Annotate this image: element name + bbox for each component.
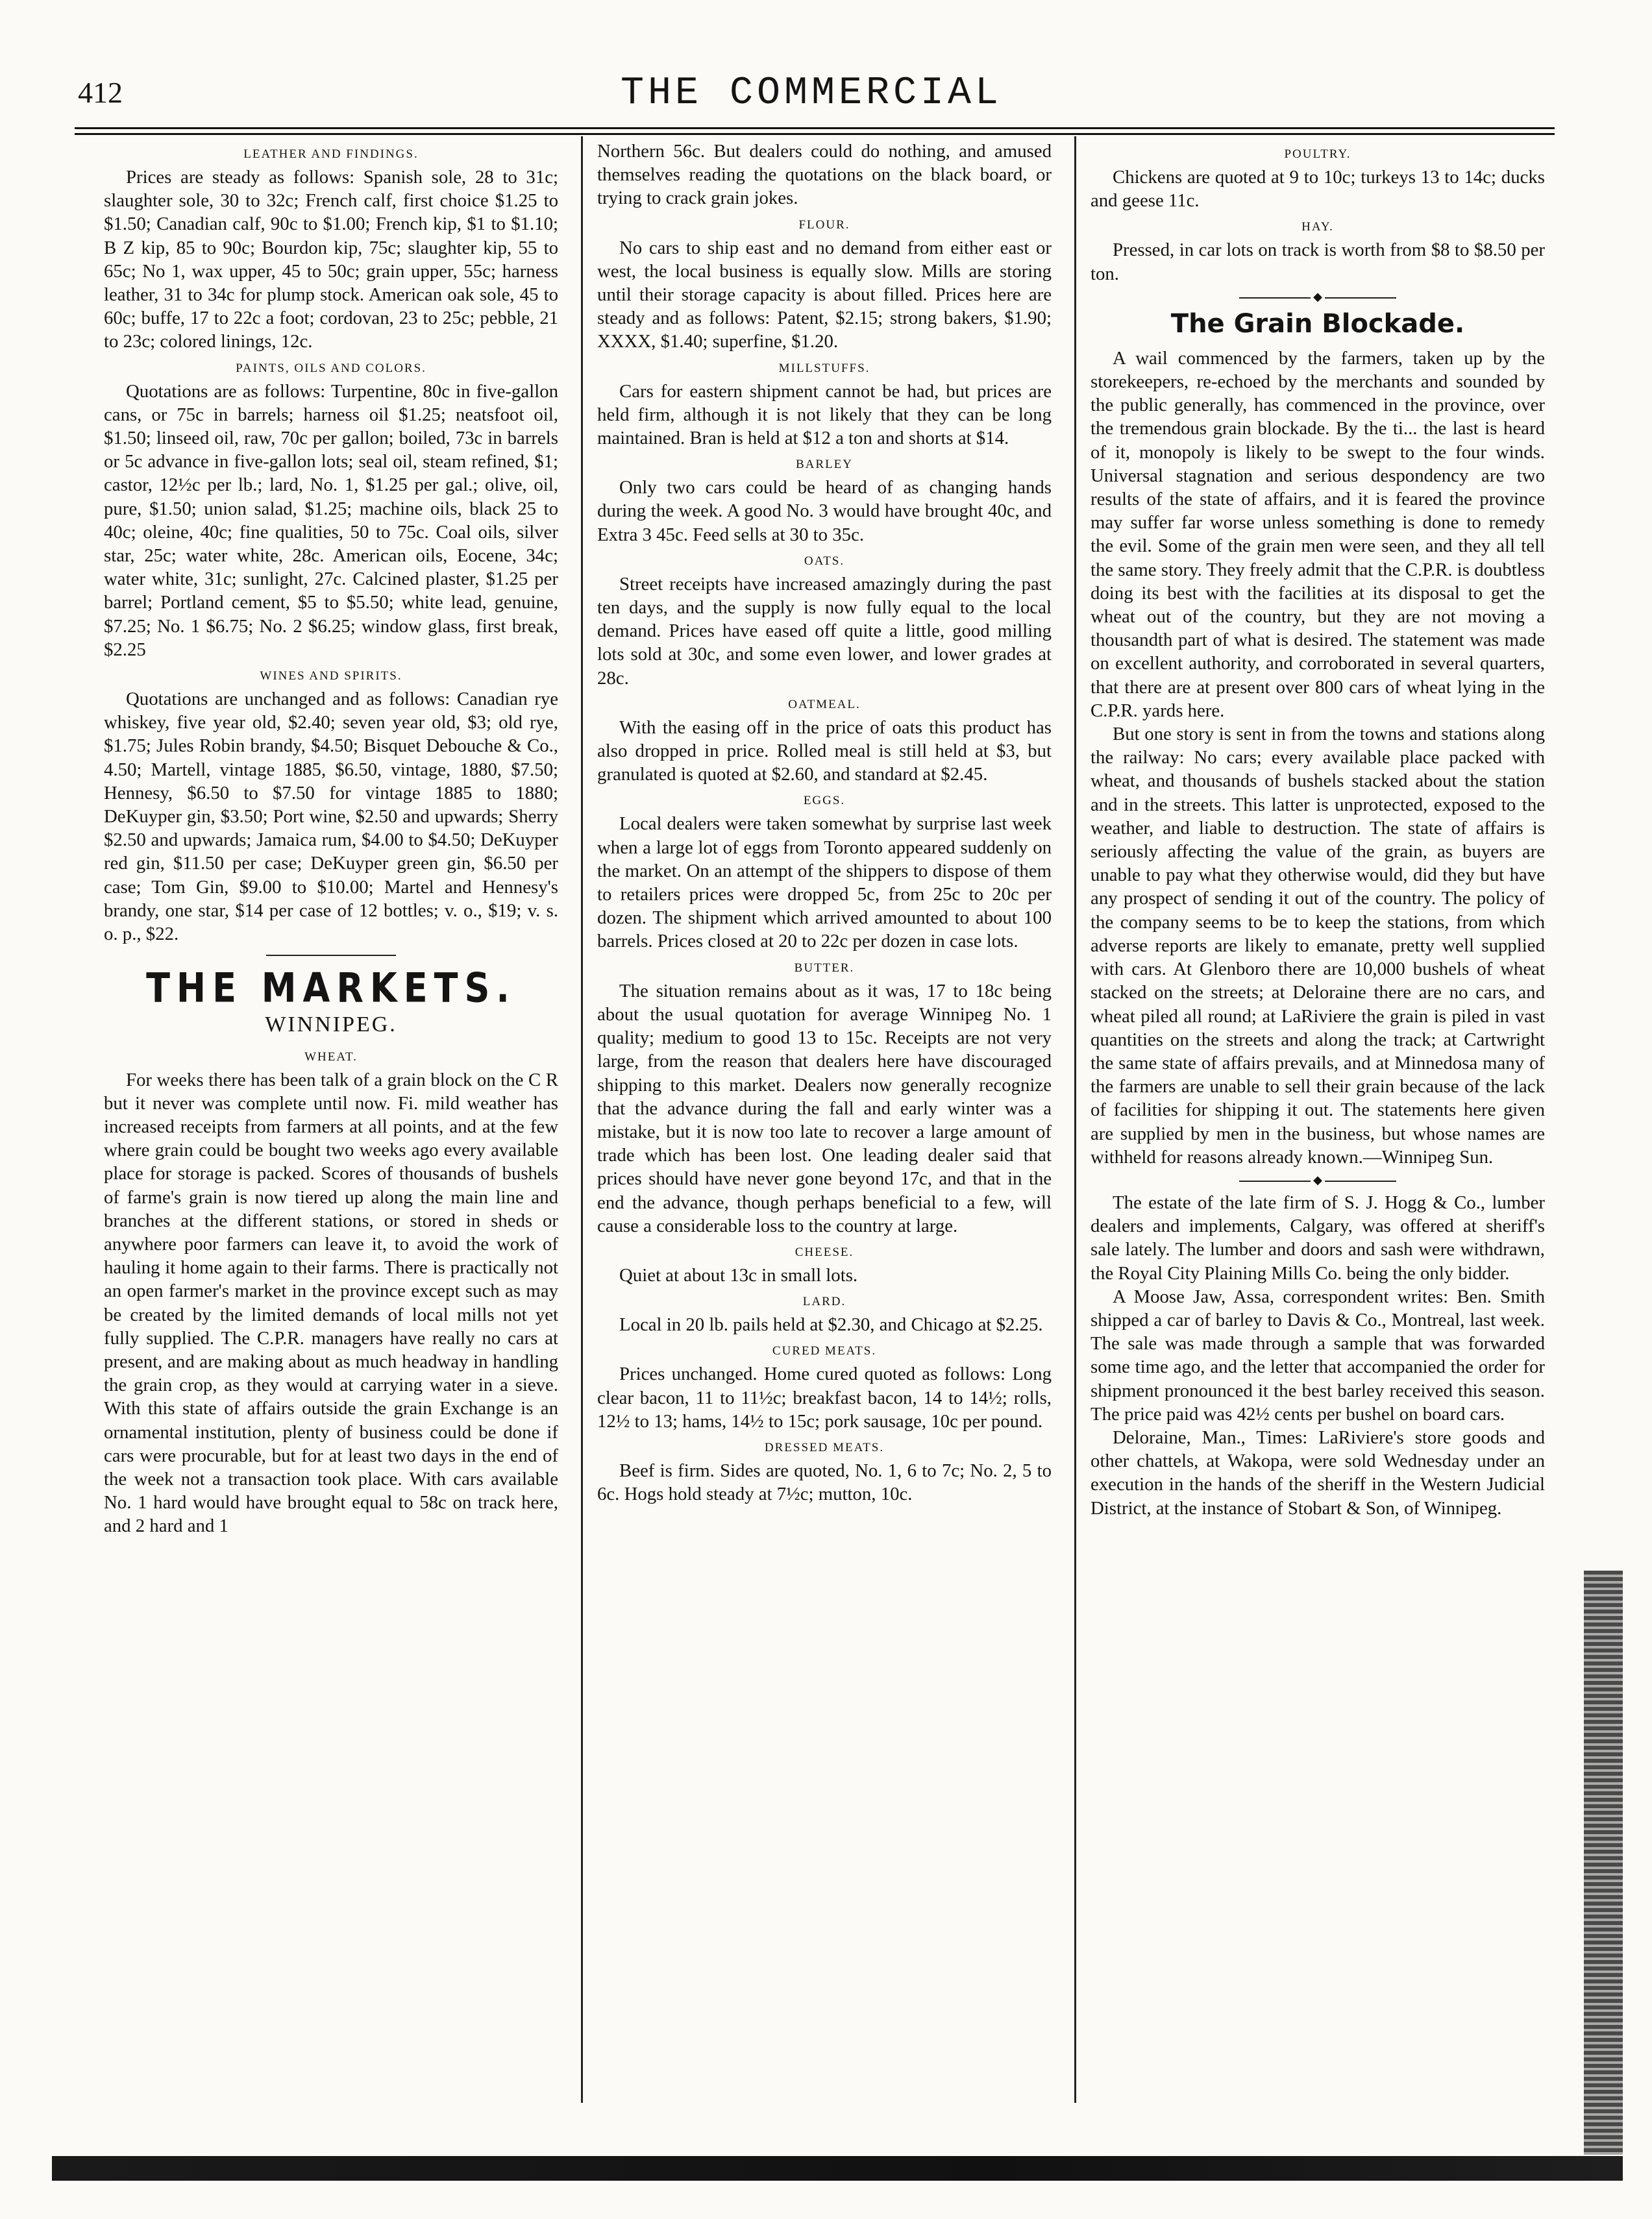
wheat-paragraph: For weeks there has been talk of a grain block on the C R but it never was complete until now. Fi. mild weather has increased receipts from farmers at all points, and at the few where grain could be bought two weeks ago every available place for storage is packed. Scores of thousands of bushels of farme's grain is now tiered up along the main line and branches at the different stations, or stored in sheds or anywhere poor farmers can leave it, to avoid the work of hauling it home again to their farms. There is practically not an open farmer's market in the province except such as may be created by the limited demands of local mills not yet fully supplied. The C.P.R. managers have really no cars at present, and are making about as much headway in handling the grain crop, as they would at carrying water in a sieve. With this state of affairs outside the grain Exchange is an ornamental institution, plenty of business could be done if cars were procurable, but for at least two days in the end of the week not a transaction took place. With cars available No. 1 hard would have brought equal to 58c on track here, and 2 hard and 1: [104, 1069, 558, 1537]
column-3: [1091, 140, 1545, 1520]
blockade-paragraph-2: But one story is sent in from the towns and stations along the railway: No cars; every available place packed with wheat, and thousands of bushels stacked about the station and in the streets. This latter is unprotected, exposed to the weather, and liable to destruction. The state of affairs is seriously affecting the value of the grain, as buyers are unable to pay what they otherwise would, did they but have any prospect of sending it out of the country. The policy of the company seems to be to keep the stations, from which adverse reports are likely to emanate, pretty well supplied with cars. At Glenboro there are 10,000 bushels of wheat stacked on the streets; at Deloraine there are no cars, and wheat piled all round; at LaRiviere the grain is piled in vast quantities on the streets and along the track; at Cartwright the same state of affairs prevails, and at Minnedosa many of the farmers are unable to sell their grain because of the lack of facilities for shipping it out. The statements here given are supplied by men in the business, but whose names are withheld for reasons already known.—Winnipeg Sun.: [1091, 724, 1545, 1168]
hay-paragraph: Pressed, in car lots on track is worth from $8 to $8.50 per ton.: [1091, 239, 1545, 284]
ornamental-rule: ◆: [1091, 291, 1545, 302]
publication-title: THE COMMERCIAL: [620, 71, 1003, 116]
column-2: [597, 140, 1052, 1506]
section-heading-butter: BUTTER.: [794, 961, 855, 975]
masthead: [78, 71, 1545, 123]
section-rule: [266, 955, 396, 956]
markets-subtitle: WINNIPEG.: [265, 1012, 397, 1037]
article-title-grain-blockade: The Grain Blockade.: [1170, 308, 1465, 339]
section-heading-barley: BARLEY: [796, 458, 853, 472]
section-heading-poultry: POULTRY.: [1284, 147, 1351, 161]
section-heading-wheat: WHEAT.: [304, 1049, 358, 1064]
column-divider: [581, 136, 583, 2103]
scan-edge-shadow: [1584, 1571, 1623, 2155]
section-heading-oats: OATS.: [804, 554, 845, 568]
markets-title: THE MARKETS.: [146, 964, 516, 1012]
section-heading-cured-meats: CURED MEATS.: [772, 1344, 877, 1358]
section-heading-cheese: CHEESE.: [795, 1245, 854, 1259]
oatmeal-paragraph: With the easing off in the price of oats this product has also dropped in price. Rolled meal is still held at $3, but granulated is quoted at $2.60, and standard at $2.45.: [597, 717, 1052, 785]
column-1: [104, 140, 558, 1538]
moose-jaw-paragraph: A Moose Jaw, Assa, correspondent writes: Ben. Smith shipped a car of barley to Davis & Co., Montreal, last week. The sale was made through a sample that was forwarded some time ago, and the letter that accompanied the order for shipment pronounced it the best barley received this season. The price paid was 42½ cents per bushel on board cars.: [1091, 1286, 1545, 1425]
cheese-paragraph: Quiet at about 13c in small lots.: [619, 1264, 858, 1286]
scan-bottom-band: [52, 2156, 1623, 2181]
section-heading-leather: LEATHER AND FINDINGS.: [243, 147, 419, 161]
section-heading-lard: LARD.: [802, 1295, 846, 1309]
oats-paragraph: Street receipts have increased amazingly during the past ten days, and the supply is now fully equal to the local demand. Prices have eased off quite a little, good milling lots sold at 30c, and some even lower, and lower grades at 28c.: [597, 573, 1052, 689]
flour-paragraph: No cars to ship east and no demand from either east or west, the local business is equally slow. Mills are storing until their storage capacity is about filled. Prices here are steady and as follows: Patent, $2.15; strong bakers, $1.90; XXXX, $1.40; superfine, $1.20.: [597, 237, 1052, 352]
dressed-meats-paragraph: Beef is firm. Sides are quoted, No. 1, 6 to 7c; No. 2, 5 to 6c. Hogs hold steady at 7½c; mutton, 10c.: [597, 1460, 1052, 1505]
header-rule: [75, 127, 1555, 135]
leather-paragraph: Prices are steady as follows: Spanish sole, 28 to 31c; slaughter sole, 30 to 32c; French calf, first choice $1.25 to $1.50; Canadian calf, 90c to $1.00; French kip, $1 to $1.10; B Z kip, 85 to 90c; Bourdon kip, 75c; slaughter kip, 55 to 65c; No 1, wax upper, 45 to 50c; grain upper, 55c; harness leather, 31 to 34c for plump stock. American oak sole, 45 to 60c; buffe, 17 to 22c a foot; cordovan, 23 to 25c; pebble, 21 to 23c; colored linings, 12c.: [104, 167, 558, 352]
wines-paragraph: Quotations are unchanged and as follows: Canadian rye whiskey, five year old, $2.40; seven year old, $3; old rye, $1.75; Jules Robin brandy, $4.50; Bisquet Debouche & Co., 4.50; Martell, vintage 1885, $6.50, vintage, 1880, $7.50; Hennesy, $6.50 to $7.50 for vintage 1885 to 1880; DeKuyper gin, $3.50; Port wine, $2.50 and upwards; Sherry $2.50 and upwards; Jamaica rum, $4.00 to $4.50; DeKuyper red gin, $11.50 per case; DeKuyper green gin, $6.50 per case; Tom Gin, $9.00 to $10.00; Martel and Hennesy's brandy, one star, $14 per case of 12 bottles; v. o., $19; v. s. o. p., $22.: [104, 689, 558, 945]
section-heading-hay: HAY.: [1301, 220, 1334, 234]
section-heading-eggs: EGGS.: [803, 794, 846, 808]
column-divider: [1074, 136, 1076, 2103]
lard-paragraph: Local in 20 lb. pails held at $2.30, and Chicago at $2.25.: [619, 1314, 1043, 1336]
barley-paragraph: Only two cars could be heard of as changing hands during the week. A good No. 3 would have brought 40c, and Extra 3 45c. Feed sells at 30 to 35c.: [597, 477, 1052, 545]
hogg-paragraph: The estate of the late firm of S. J. Hogg & Co., lumber dealers and implements, Calgary, was offered at sheriff's sale lately. The lumber and doors and sash were withdrawn, the Royal City Plaining Mills Co. being the only bidder.: [1091, 1192, 1545, 1284]
ornamental-rule: ◆: [1091, 1174, 1545, 1186]
section-heading-wines: WINES AND SPIRITS.: [260, 669, 402, 683]
section-heading-oatmeal: OATMEAL.: [788, 697, 861, 711]
section-heading-flour: FLOUR.: [798, 217, 850, 232]
section-heading-paints: PAINTS, OILS AND COLORS.: [236, 361, 426, 375]
butter-paragraph: The situation remains about as it was, 17 to 18c being about the usual quotation for average Winnipeg No. 1 quality; medium to good 13 to 15c. Receipts are not very large, from the reason that dealers here have discouraged shipping to this market. Dealers now generally recognize that the advance during the fall and early winter was a mistake, but it is now too late to recover a large amount of trade which has been lost. One leading dealer said that prices should have never gone beyond 17c, and that in the end the advance, though perhaps beneficial to a few, will cause a considerable loss to the country at large.: [597, 980, 1052, 1236]
deloraine-paragraph: Deloraine, Man., Times: LaRiviere's store goods and other chattels, at Wakopa, were sold Wednesday under an execution in the hands of the sheriff in the Western Judicial District, at the instance of Stobart & Son, of Winnipeg.: [1091, 1427, 1545, 1519]
cured-meats-paragraph: Prices unchanged. Home cured quoted as follows: Long clear bacon, 11 to 11½c; breakfast bacon, 14 to 14½; rolls, 12½ to 13; hams, 14½ to 15c; pork sausage, 10c per pound.: [597, 1364, 1052, 1432]
section-heading-dressed-meats: DRESSED MEATS.: [764, 1440, 885, 1454]
wheat-continued: Northern 56c. But dealers could do nothing, and amused themselves reading the quotations on the black board, or trying to crack grain jokes.: [597, 141, 1052, 209]
section-heading-millstuffs: MILLSTUFFS.: [778, 361, 870, 375]
poultry-paragraph: Chickens are quoted at 9 to 10c; turkeys 13 to 14c; ducks and geese 11c.: [1091, 167, 1545, 212]
eggs-paragraph: Local dealers were taken somewhat by surprise last week when a large lot of eggs from Toronto appeared suddenly on the market. On an attempt of the shippers to dispose of them to retailers prices were dropped 5c, from 25c to 20c per dozen. The shipment which arrived amounted to about 100 barrels. Prices closed at 20 to 22c per dozen in case lots.: [597, 813, 1052, 952]
blockade-paragraph-1: A wail commenced by the farmers, taken up by the storekeepers, re-echoed by the merchants and sounded by the public generally, has commenced in the province, over the tremendous grain blockade. By the ti... the last is heard of it, monopoly is likely to be swept to the four winds. Universal stagnation and serious despondency are two results of the state of affairs, and it is feared the province may suffer far worse unless something is done to remedy the evil. Some of the grain men were seen, and they all tell the same story. They freely admit that the C.P.R. is doubtless doing its best with the facilities at its disposal to get the wheat out of the country, but they are not moving a thousandth part of what is desired. The statement was made on excellent authority, and corroborated in several quarters, that there are at present over 800 cars of wheat lying in the C.P.R. yards here.: [1091, 347, 1545, 721]
millstuffs-paragraph: Cars for eastern shipment cannot be had, but prices are held firm, although it is not likely that they can be long maintained. Bran is held at $12 a ton and shorts at $14.: [597, 380, 1052, 449]
paints-paragraph: Quotations are as follows: Turpentine, 80c in five-gallon cans, or 75c in barrels; harness oil $1.25; neatsfoot oil, $1.50; linseed oil, raw, 70c per gallon; boiled, 73c in barrels or 5c advance in five-gallon lots; seal oil, steam refined, $1; castor, 12½c per lb.; lard, No. 1, $1.25 per gal.; olive, oil, pure, $1.50; union salad, $1.25; machine oils, black 25 to 40c; oleine, 40c; fine qualities, 50 to 75c. Coal oils, silver star, 25c; water white, 28c. American oils, Eocene, 34c; water white, 31c; sunlight, 27c. Calcined plaster, $1.25 per barrel; Portland cement, $5 to $5.50; white lead, genuine, $7.25; No. 1 $6.75; No. 2 $6.25; window glass, first break, $2.25: [104, 380, 558, 660]
page-number: 412: [78, 76, 123, 109]
